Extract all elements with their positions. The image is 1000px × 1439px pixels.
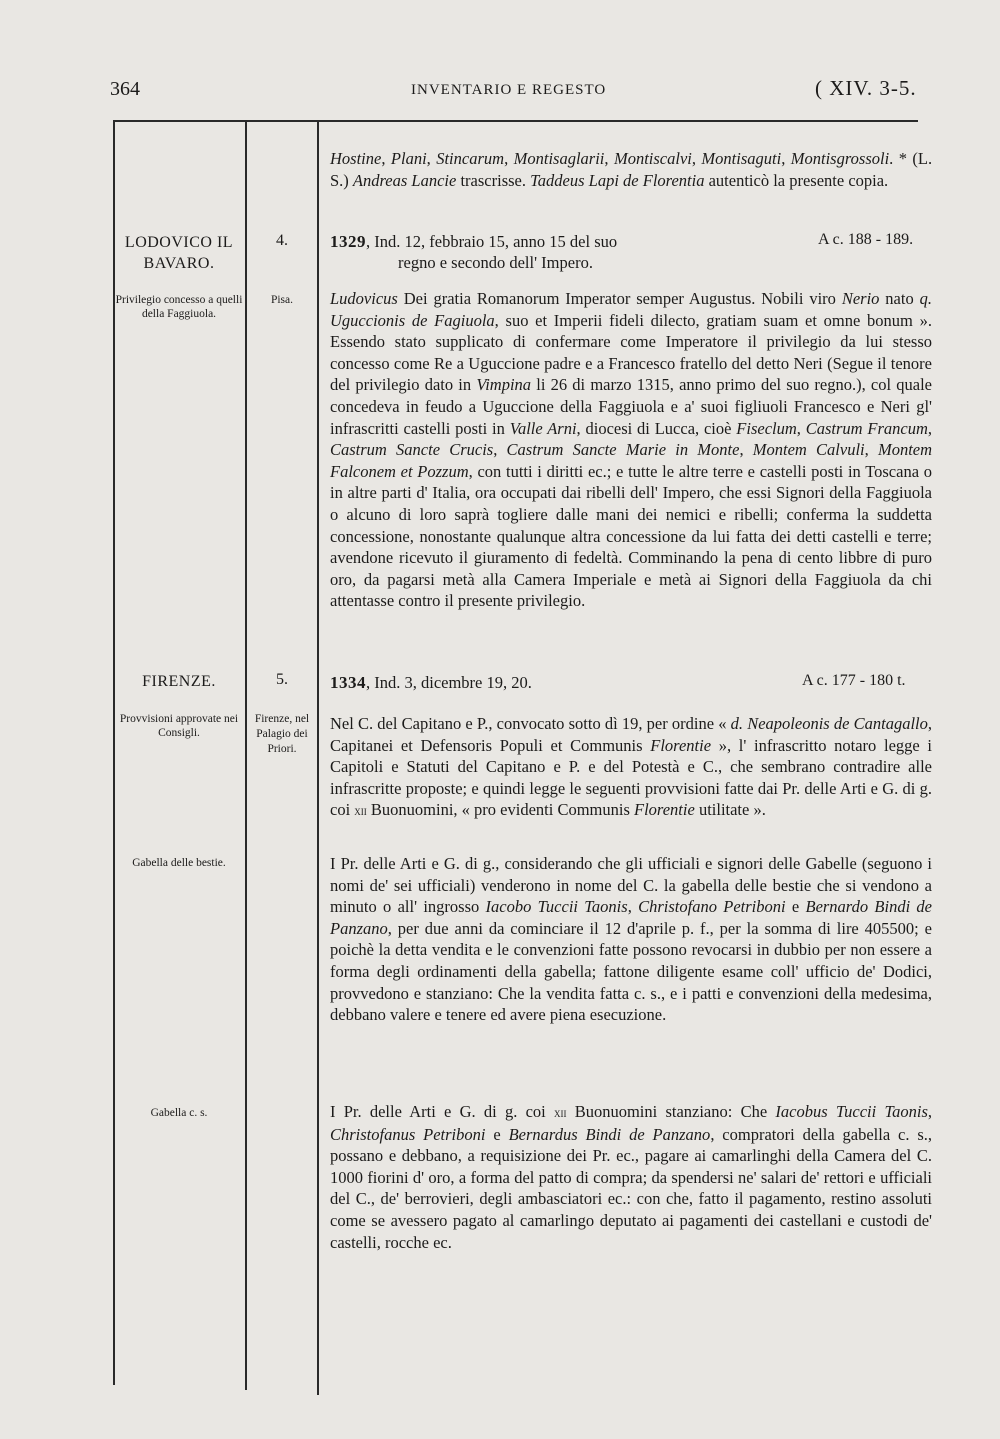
entry-date-text: , Ind. 3, dicembre 19, 20.: [366, 673, 532, 692]
entry-date-continued: regno e secondo dell' Impero.: [398, 253, 593, 272]
entry-place: Pisa.: [270, 294, 294, 306]
ruler-name: FIRENZE.: [142, 673, 216, 690]
side-note: Gabella delle bestie.: [132, 857, 226, 869]
side-note: Privilegio concesso a quelli della Faggiuola.: [115, 294, 243, 320]
entry-number: 5.: [276, 671, 288, 688]
ruler-name: LODOVICO IL BAVARO.: [124, 234, 234, 272]
running-title: INVENTARIO E REGESTO: [411, 82, 607, 98]
entry-date: [330, 672, 770, 694]
folio-reference: A c. 188 - 189.: [818, 231, 914, 248]
entry-date-text: , Ind. 12, febbraio 15, anno 15 del suo: [366, 232, 618, 251]
entry-number: 4.: [276, 232, 288, 249]
page-number: 364: [110, 78, 140, 100]
entry-text: Ludovicus Dei gratia Romanorum Imperator semper Augustus. Nobili viro Nerio nato q. Uguccionis de Fagiuola, suo et Imperii fideli dilecto, gratiam suam et omne bonum ». Essendo stato supplicato di confermare come Imperatore il privilegio da lui stesso concesso come Re a Uguccione padre e a Francesco fratello del detto Neri (Segue il tenore del privilegio dato in Vimpina li 26 di marzo 1315, anno primo del suo regno.), col quale concedeva in feudo a Uguccione della Faggiuola e a' suoi figliuoli Francesco e Neri gl' infrascritti castelli posti in Valle Arni, diocesi di Lucca, cioè Fiseclum, Castrum Francum, Castrum Sancte Crucis, Castrum Sancte Marie in Monte, Montem Calvuli, Montem Falconem et Pozzum, con tutti i diritti ec.; e tutte le altre terre e castelli posti in Toscana o in altre parti d' Italia, ora occupati dai ribelli dell' Impero, che essi Signori della Faggiuola o alcuno di loro saprà togliere dalle mani dei nemici e ribelli; conferma la suddetta concessione, nonostante qualunque altra concessione da lui fatta dei detti castelli e terre; avendone ricevuto il giuramento di fedeltà. Comminando la pena di cento libbre di puro oro, da pagarsi metà alla Camera Imperiale e metà ai Signori della Faggiuola da chi attentasse contro il presente privilegio.: [330, 289, 933, 611]
folio-reference: A c. 177 - 180 t.: [802, 672, 906, 689]
top-rule: [113, 120, 918, 122]
entry-year: 1334: [330, 673, 366, 692]
entry-text-continuation: Hostine, Plani, Stincarum, Montisaglarii, Montiscalvi, Montisaguti, Montisgrossoli. * (L. S.) Andreas Lancie trascrisse. Taddeus Lapi de Florentia autenticò la presente copia.: [330, 149, 933, 190]
column-rule-side: [245, 120, 247, 1390]
entry-text: I Pr. delle Arti e G. di g. coi xii Buonuomini stanziano: Che Iacobus Tuccii Taonis, Christofanus Petriboni e Bernardus Bindi de Panzano, compratori della gabella c. s., possano e debbano, a requisizione dei Pr. ec., pagare ai camarlinghi della Camera del C. 1000 fiorini d' oro, a forma del patto di compra; da spendersi ne' salari de' rettori e ufficiali del C., de' berrovieri, degli ambasciatori ec.: con che, fatto il pagamento, restino assoluti come se avessero pagato al camarlingo deputato ai pagamenti dei castellani e custodi de' castelli, rocche ec.: [330, 1102, 933, 1252]
column-rule-mid: [317, 120, 319, 1395]
side-note: Gabella c. s.: [150, 1107, 208, 1119]
entry-year: 1329: [330, 232, 366, 251]
entry-date: [330, 231, 770, 253]
entry-text: I Pr. delle Arti e G. di g., considerando che gli ufficiali e signori delle Gabelle (seguono i nomi de' sei ufficiali) venderono in nome del C. la gabella delle bestie che si vendono a minuto o all' ingrosso Iacobo Tuccii Taonis, Christofano Petriboni e Bernardo Bindi de Panzano, per due anni da cominciare il 12 d'aprile p. f., per la somma di lire 405500; e poichè la detta vendita e le convenzioni fatte possono revocarsi in dubbio per non essere a forma degli ordinamenti della gabella; fattone diligente esame coll' ufficio de' Dodici, provvedono e stanziano: Che la vendita fatta c. s., e i patti e convenzioni della medesima, debbano valere e tenere ed avere piena esecuzione.: [330, 854, 933, 1025]
section-reference: ( XIV. 3-5.: [815, 76, 917, 100]
side-note: Provvisioni approvate nei Consigli.: [119, 713, 239, 739]
entry-text: Nel C. del Capitano e P., convocato sotto dì 19, per ordine « d. Neapoleonis de Cantagallo, Capitanei et Defensoris Populi et Communis Florentie », l' infrascritto notaro legge i Capitoli e Statuti del Capitano e P. e del Potestà e C., che sembrano contradire alle infrascritte proposte; e quindi legge le seguenti provvisioni fatte dai Pr. delle Arti e G. di g. coi xii Buonuomini, « pro evidenti Communis Florentie utilitate ».: [330, 714, 932, 820]
entry-place: Firenze, nel Palagio dei Priori.: [254, 713, 310, 755]
